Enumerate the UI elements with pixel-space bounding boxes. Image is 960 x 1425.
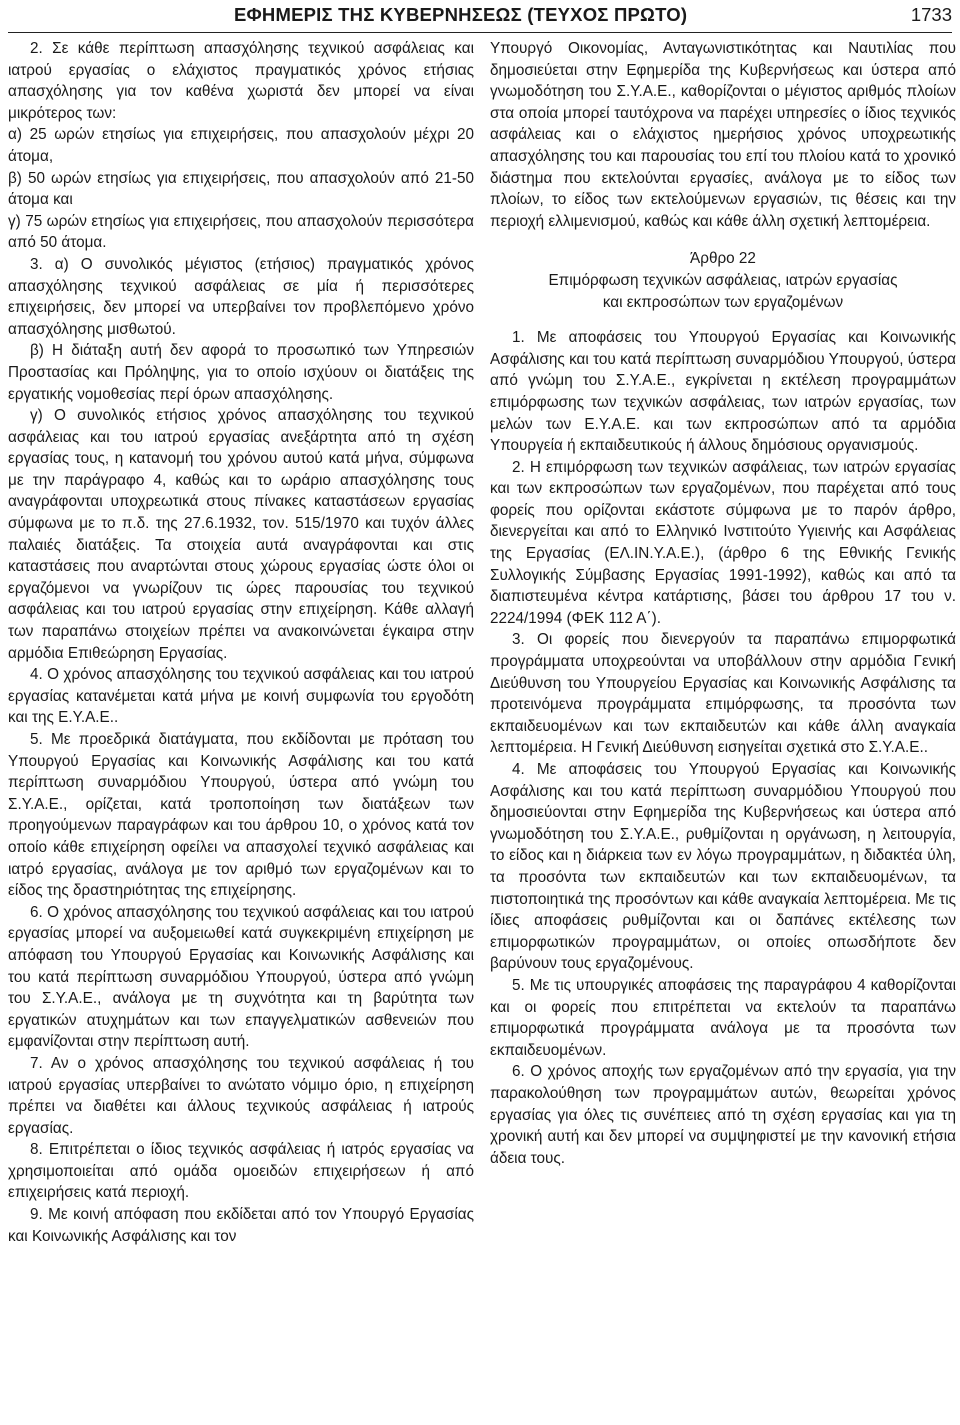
paragraph: 2. Η επιμόρφωση των τεχνικών ασφάλειας, των ιατρών εργασίας και των εκπροσώπων των εργαζομένων, που παρέχεται από τους φορείς που ορίζονται εκάστοτε σύμφωνα με το παρόν άρθρο, διενεργείται και από το Ελληνικό Ινστιτούτο Υγιεινής και Ασφάλειας της Εργασίας (ΕΛ.ΙΝ.Υ.Α.Ε.), (άρθρο 6 της Εθνικής Γενικής Συλλογικής Σύμβασης Εργασίας 1991-1992), καθώς και από τα διαπιστευμένα κέντρα κατάρτισης, βάσει του άρθρου 17 του ν. 2224/1994 (ΦΕΚ 112 Α΄). xyxy=(490,458,956,627)
gazette-title: ΕΦΗΜΕΡΙΣ ΤΗΣ ΚΥΒΕΡΝΗΣΕΩΣ (ΤΕΥΧΟΣ ΠΡΩΤΟ) xyxy=(234,4,688,25)
paragraph: 1. Με αποφάσεις του Υπουργού Εργασίας και Κοινωνικής Ασφάλισης και του κατά περίπτωση συναρμόδιου Υπουργού, ύστερα από γνώμη του Σ.Υ.Α.Ε., εγκρίνεται η εκτέλεση προγραμμάτων επιμόρφωσης των τεχνικών ασφάλειας, των ιατρών εργασίας, των μελών των Ε.Υ.Α.Ε. και των εκπροσώπων από τα αρμόδια Υπουργεία ή εκπαιδευτικούς ή άλλους δημόσιους οργανισμούς. xyxy=(490,329,956,455)
right-column xyxy=(490,38,956,1169)
paragraph: 3. α) Ο συνολικός μέγιστος (ετήσιος) πραγματικός χρόνος απασχόλησης τεχνικού ασφάλειας σε μία ή περισσότερες επιχειρήσεις, δεν μπορεί να υπερβαίνει τον προβλεπόμενο χρόνο απασχόλησης μισθωτού. xyxy=(8,255,474,338)
page-header xyxy=(8,2,952,33)
paragraph: 4. Ο χρόνος απασχόλησης του τεχνικού ασφάλειας και του ιατρού εργασίας κατανέμεται κατά μήνα με κοινή συμφωνία του εργοδότη και της Ε.Υ.Α.Ε.. xyxy=(8,666,474,727)
paragraph: 9. Με κοινή απόφαση που εκδίδεται από τον Υπουργό Εργασίας και Κοινωνικής Ασφάλισης και τον xyxy=(8,1206,474,1245)
paragraph: γ) Ο συνολικός ετήσιος χρόνος απασχόλησης του τεχνικού ασφάλειας και του ιατρού εργασίας ανεξάρτητα από τη σχέση εργασίας τους, η κατανομή του χρόνου αυτού κατά μήνα, σύμφωνα με την παράγραφο 4, καθώς και το ωράριο απασχόλησης τους αναγράφονται υποχρεωτικά στους πίνακες καταστάσεων εργασίας σύμφωνα με το π.δ. της 27.6.1932, τον. 515/1970 και τυχόν άλλες παλαιές διατάξεις. Τα στοιχεία αυτά αναγράφονται και στις καταστάσεις που αναρτώνται στους χώρους εργασίας ώστε όλοι οι εργαζόμενοι να γνωρίζουν τις ώρες παρουσίας του τεχνικού ασφάλειας και του ιατρού εργασίας στην επιχείρηση. Κάθε αλλαγή των παραπάνω στοιχείων πρέπει να ανακοινώνεται έγκαιρα στην αρμόδια Επιθεώρηση Εργασίας. xyxy=(8,407,474,662)
paragraph: 4. Με αποφάσεις του Υπουργού Εργασίας και Κοινωνικής Ασφάλισης και του κατά περίπτωση συναρμόδιου Υπουργού που δημοσιεύονται στην Εφημερίδα της Κυβερνήσεως και ύστερα από γνωμοδότηση του Σ.Υ.Α.Ε., ρυθμίζονται η οργάνωση, η λειτουργία, το είδος και η διάρκεια των εν λόγω προγραμμάτων, η διδακτέα ύλη, τα προσόντα των εκπαιδευτών και των εκπαιδευομένων, τα πιστοποιητικά της προσόντων και κάθε αναγκαία λεπτομέρεια. Με τις ίδιες αποφάσεις ρυθμίζονται και οι δαπάνες εκτέλεσης των επιμορφωτικών προγραμμάτων, οι οποίες οπωσδήποτε δεν βαρύνουν τους εργαζομένους. xyxy=(490,761,956,973)
paragraph: 2. Σε κάθε περίπτωση απασχόλησης τεχνικού ασφάλειας και ιατρού εργασίας ο ελάχιστος πραγματικός χρόνος ετήσιας απασχόλησης για τον καθένα χωριστά δεν μπορεί να είναι μικρότερος των: xyxy=(8,40,474,122)
paragraph: γ) 75 ωρών ετησίως για επιχειρήσεις, που απασχολούν περισσότερα από 50 άτομα. xyxy=(8,212,474,252)
paragraph: 6. Ο χρόνος απασχόλησης του τεχνικού ασφάλειας και του ιατρού εργασίας μπορεί να αυξομειωθεί κατά συγκεκριμένη επιχείρηση με απόφαση του Υπουργού Εργασίας και Κοινωνικής Ασφάλισης και του κατά περίπτωση συναρμόδιου Υπουργού, ύστερα από γνώμη του Σ.Υ.Α.Ε., ανάλογα με τη συχνότητα και τη βαρύτητα των εργατικών ατυχημάτων και των επαγγελματικών ασθενειών που εμφανίζονται στην περίπτωση αυτή. xyxy=(8,903,474,1051)
article-number: Άρθρο 22 xyxy=(690,250,756,268)
article-title-continued: και εκπροσώπων των εργαζομένων xyxy=(602,293,844,311)
paragraph: 6. Ο χρόνος αποχής των εργαζομένων από την εργασία, για την παρακολούθηση των προγραμμάτων αυτών, θεωρείται χρόνος εργασίας για όλες τις συνέπειες από τη σχέση εργασίας και για τη χρονική αυτή και δεν μπορεί να συμψηφιστεί με την κανονική ετήσια άδεια τους. xyxy=(490,1063,956,1167)
paragraph: 5. Με προεδρικά διατάγματα, που εκδίδονται με πρόταση του Υπουργού Εργασίας και Κοινωνικής Ασφάλισης και του κατά περίπτωση συναρμόδιου Υπουργού, ύστερα από γνώμη του Σ.Υ.Α.Ε., ορίζεται, κατά τροποποίηση των διατάξεων των προηγούμενων παραγράφων και του άρθρου 10, ο χρόνος κατά τον οποίο κάθε επιχείρηση οφείλει να απασχολεί τεχνικό ασφάλειας και ιατρό εργασίας, ανάλογα με τον αριθμό των εργαζομένων και το είδος της δραστηριότητας της επιχείρησης. xyxy=(8,731,474,900)
paragraph: Υπουργό Οικονομίας, Ανταγωνιστικότητας και Ναυτιλίας που δημοσιεύεται στην Εφημερίδα της Κυβερνήσεως και ύστερα από γνωμοδότηση του Σ.Υ.Α.Ε., καθορίζονται ο μέγιστος αριθμός πλοίων στα οποία μπορεί ταυτόχρονα να παρέχει υπηρεσίες ο ίδιος τεχνικός ασφάλειας και ο ελάχιστος ημερήσιος χρόνος υποχρεωτικής απασχόλησης του και παρουσίας του επί του πλοίου κατά το χρονικό διάστημα που εκτελούνται εργασίες, ανάλογα με το είδος των πλοίων, το είδος των εκτελούμενων εργασιών, τις θέσεις και την περιοχή ελλιμενισμού, καθώς και κάθε άλλη σχετική λεπτομέρεια. xyxy=(490,40,956,230)
paragraph: 5. Με τις υπουργικές αποφάσεις της παραγράφου 4 καθορίζονται και οι φορείς που επιτρέπεται να εκτελούν τα παραπάνω επιμορφωτικά προγράμματα ανάλογα με τα προσόντα των εκπαιδευομένων. xyxy=(490,976,956,1059)
page-number: 1733 xyxy=(910,4,952,25)
paragraph: β) 50 ωρών ετησίως για επιχειρήσεις, που απασχολούν από 21-50 άτομα και xyxy=(8,169,474,209)
paragraph: 3. Οι φορείς που διενεργούν τα παραπάνω επιμορφωτικά προγράμματα υποχρεούνται να υποβάλλουν στην αρμόδια Γενική Διεύθυνση του Υπουργείου Εργασίας και Κοινωνικής Ασφάλισης τα προτεινόμενα προγράμματα επιμόρφωσης, τα προσόντα των εκπαιδευομένων και των εκπαιδευτών και κάθε άλλη αναγκαία λεπτομέρεια. Η Γενική Διεύθυνση εισηγείται σχετικά στο Σ.Υ.Α.Ε.. xyxy=(490,631,956,757)
left-column xyxy=(8,38,474,1247)
paragraph: β) Η διάταξη αυτή δεν αφορά το προσωπικό των Υπηρεσιών Προστασίας και Πρόληψης, για το οποίο ισχύουν οι διατάξεις της εργατικής νομοθεσίας περί όρων απασχόλησης. xyxy=(8,342,474,403)
paragraph: 8. Επιτρέπεται ο ίδιος τεχνικός ασφάλειας ή ιατρός εργασίας να χρησιμοποιείται από ομάδα ομοειδών επιχειρήσεων ή από επιχειρήσεις κατά περιοχή. xyxy=(8,1141,474,1202)
paragraph: 7. Αν ο χρόνος απασχόλησης του τεχνικού ασφάλειας ή του ιατρού εργασίας υπερβαίνει το ανώτατο νόμιμο όριο, η επιχείρηση πρέπει να διαθέτει και άλλους τεχνικούς ασφάλειας ή ιατρούς εργασίας. xyxy=(8,1054,474,1137)
paragraph: α) 25 ωρών ετησίως για επιχειρήσεις, που απασχολούν μέχρι 20 άτομα, xyxy=(8,126,474,165)
article-title: Επιμόρφωση τεχνικών ασφάλειας, ιατρών εργασίας xyxy=(548,271,898,289)
